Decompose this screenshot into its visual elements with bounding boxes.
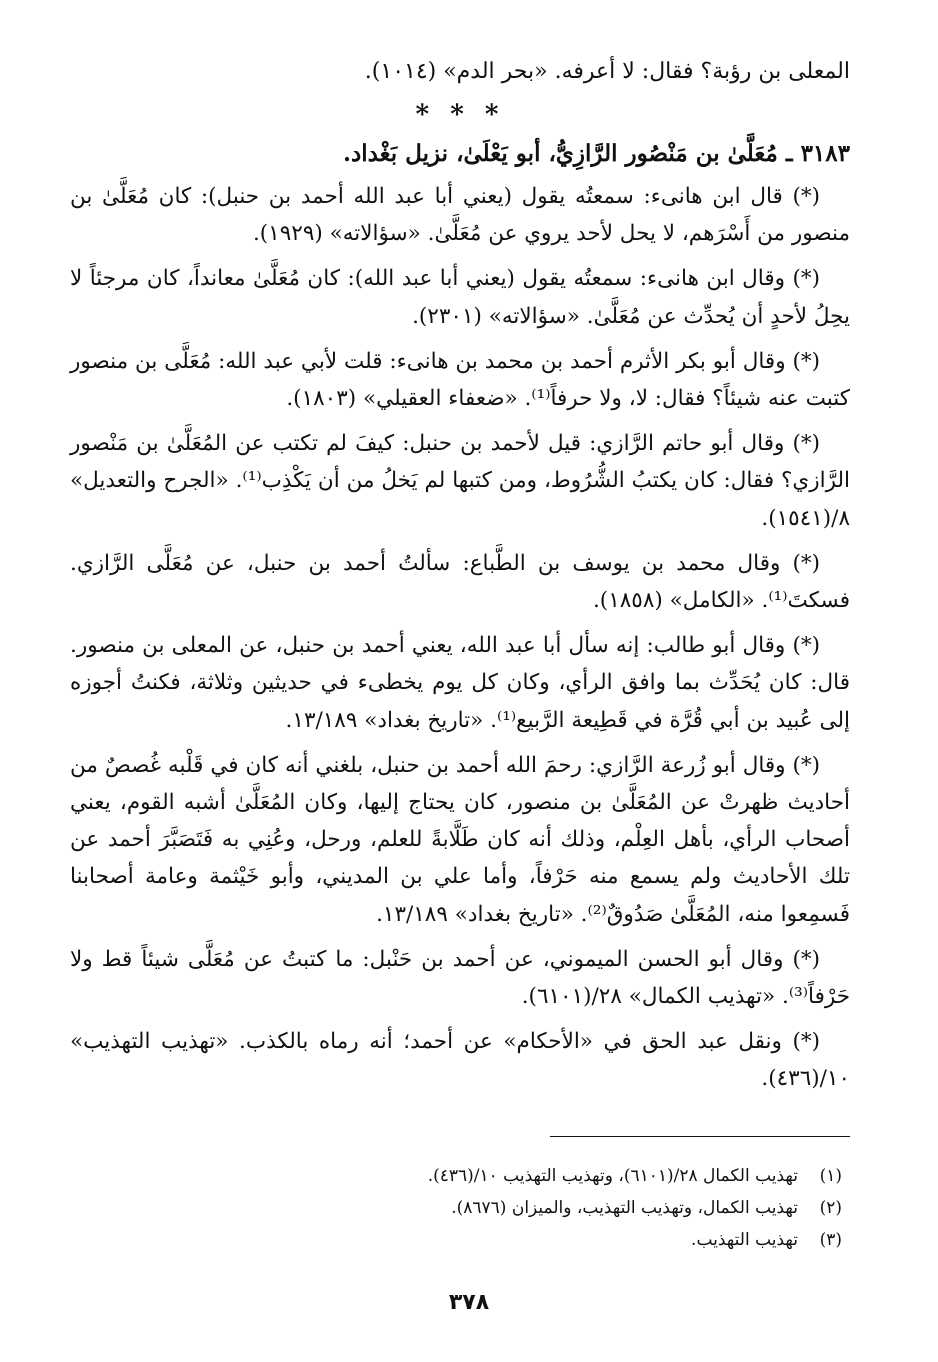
paragraph: (*) ونقل عبد الحق في «الأحكام» عن أحمد؛ أنه رماه بالكذب. «تهذيب التهذيب» ١٠/(٤٣٦). <box>70 1029 850 1092</box>
footnote-item <box>70 1224 842 1256</box>
footnote-text: تهذيب الكمال، وتهذيب التهذيب، والميزان (٨٦٧٦). <box>451 1198 798 1218</box>
entry-title: ٣١٨٣ ـ مُعَلَّىٰ بن مَنْصُور الرَّازِيُّ، أبو يَعْلَىٰ، نزيل بَغْداد. <box>342 140 850 167</box>
section-separator: * * * <box>415 100 505 130</box>
paragraph: (*) وقال أبو الحسن الميموني، عن أحمد بن حَنْبل: ما كتبتُ عن مُعَلَّى شيئاً قط ولا حَرْفاً⁽³⁾. «تهذيب الكمال» ٢٨/(٦١٠١). <box>70 946 850 1010</box>
page-number: ٣٧٨ <box>448 1290 490 1315</box>
footnote-text: تهذيب التهذيب. <box>691 1230 798 1250</box>
page-body <box>70 52 850 1106</box>
footnote-text: تهذيب الكمال ٢٨/(٦١٠١)، وتهذيب التهذيب ١٠/(٤٣٦). <box>427 1166 798 1186</box>
footnote-number: (٣) <box>819 1230 842 1250</box>
paragraph: (*) وقال أبو زُرعة الرَّازي: رحمَ الله أحمد بن حنبل، بلغني أنه كان في قَلْبه غُصصٌ من أحاديث ظهرتْ عن المُعَلَّىٰ بن منصور، كان يحتاج إليها، وكان المُعَلَّىٰ أشبه القوم، يعني أصحاب الرأي، بأهل العِلْم، وذلك أنه كان طَلَّابةً للعلم، ورحل، وعُنِي به فَتَصَبَّرَ أحمد عن تلك الأحاديث ولم يسمع منه حَرْفاً، وأما علي بن المديني، وأبو خَيْثمة وعامة أصحابنا فَسمِعوا منه، المُعَلَّىٰ صَدُوقٌ⁽²⁾. «تاريخ بغداد» ١٣/١٨٩. <box>70 752 850 927</box>
paragraph: (*) وقال ابن هانىء: سمعتُه يقول (يعني أبا عبد الله): كان مُعَلَّىٰ معانداً، كان مرجئاً لا يحِلُ لأحدٍ أن يُحدِّث عن مُعَلَّىٰ. «سؤالاته» (٢٣٠١). <box>70 266 850 329</box>
footnote-item <box>70 1160 842 1192</box>
footnote-number: (١) <box>819 1166 842 1186</box>
continuation-line: المعلى بن رؤبة؟ فقال: لا أعرفه. «بحر الدم» (١٠١٤). <box>364 59 850 84</box>
paragraph: (*) وقال أبو حاتم الرَّازي: قيل لأحمد بن حنبل: كيفَ لم تكتب عن المُعَلَّىٰ بن مَنْصور الرَّازي؟ فقال: كان يكتبُ الشُّرُوط، ومن كتبها لم يَخلُ من أن يَكْذِب⁽¹⁾. «الجرح والتعديل» ٨/(١٥٤١). <box>70 431 850 531</box>
paragraph: (*) وقال أبو بكر الأثرم أحمد بن محمد بن هانىء: قلت لأبي عبد الله: مُعَلَّى بن منصور كتبت عنه شيئاً؟ فقال: لا، ولا حرفاً⁽¹⁾. «ضعفاء العقيلي» (١٨٠٣). <box>70 348 850 412</box>
paragraph: (*) وقال أبو طالب: إنه سأل أبا عبد الله، يعني أحمد بن حنبل، عن المعلى بن منصور. قال: كان يُحَدِّث بما وافق الرأي، وكان كل يوم يخطىء في حديثين وثلاثة، فكنتُ أجوزه إلى عُبيد بن أبي قُرَّة في قَطِيعة الرَّبيع⁽¹⁾. «تاريخ بغداد» ١٣/١٨٩. <box>70 633 850 733</box>
footnotes <box>70 1160 842 1256</box>
paragraph: (*) قال ابن هانىء: سمعتُه يقول (يعني أبا عبد الله أحمد بن حنبل): كان مُعَلَّىٰ بن منصور من أَسْرَهم، لا يحل لأحد يروي عن مُعَلَّىٰ. «سؤالاته» (١٩٢٩). <box>70 184 850 247</box>
footnote-number: (٢) <box>819 1198 842 1218</box>
paragraph: (*) وقال محمد بن يوسف بن الطَّباع: سألتُ أحمد بن حنبل، عن مُعَلَّى الرَّازي. فسكتَ⁽¹⁾. «الكامل» (١٨٥٨). <box>70 550 850 614</box>
footnote-divider <box>550 1136 850 1137</box>
footnote-item <box>70 1192 842 1224</box>
